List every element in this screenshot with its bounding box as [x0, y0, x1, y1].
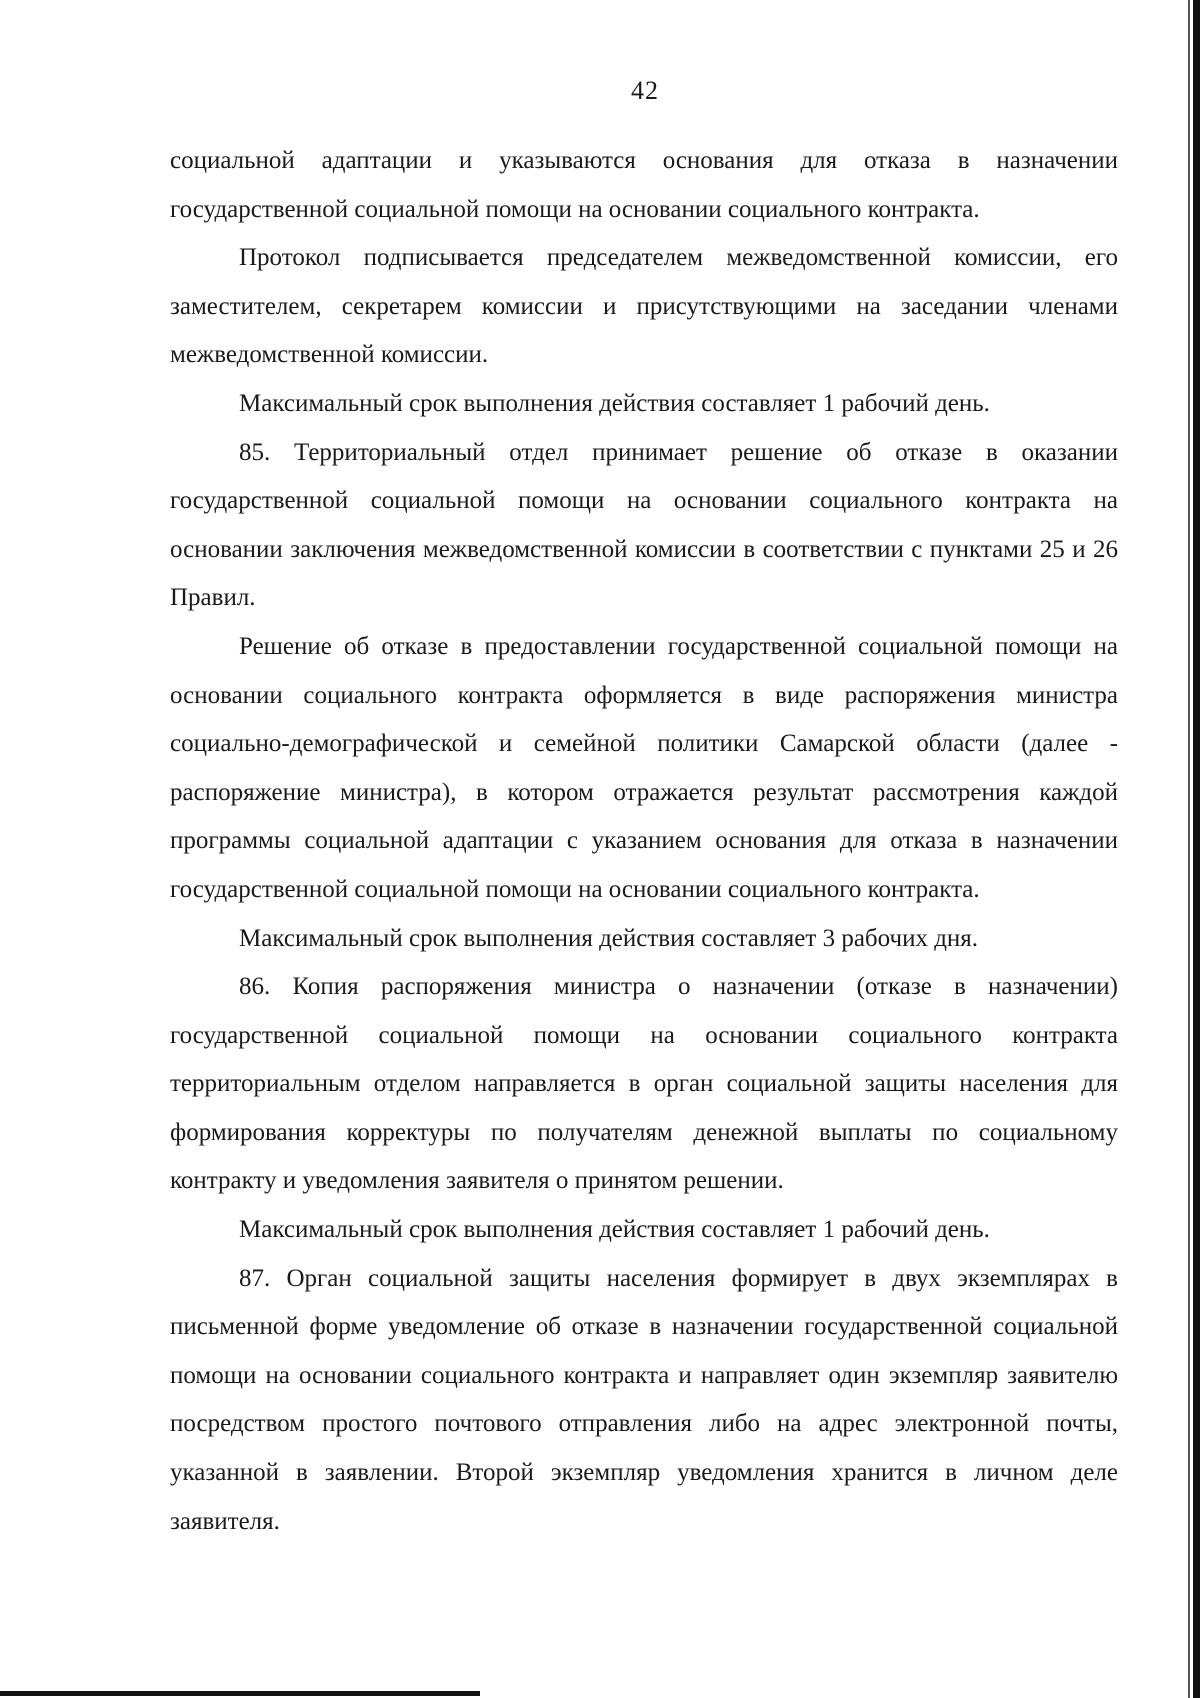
paragraph-item-85: 85. Территориальный отдел принимает решение об отказе в оказании государственной социальной помощи на основании социального контракта на основании заключения межведомственной комиссии в соответствии с пунктами 25 и 26 Правил.	[170, 438, 1118, 612]
paragraph-protocol: Протокол подписывается председателем межведомственной комиссии, его заместителем, секретарем комиссии и присутствующими на заседании членами межведомственной комиссии.	[170, 244, 1118, 369]
paragraph-deadline-1: Максимальный срок выполнения действия составляет 1 рабочий день.	[239, 389, 990, 417]
paragraph-deadline-3: Максимальный срок выполнения действия составляет 3 рабочих дня.	[239, 924, 979, 952]
document-body	[170, 137, 1118, 1546]
scan-edge-thin	[1188, 0, 1190, 1698]
scan-edge-bottom	[0, 1691, 480, 1696]
page-number: 42	[631, 76, 659, 105]
scan-edge-right	[1193, 0, 1200, 1698]
paragraph-item-87: 87. Орган социальной защиты населения формирует в двух экземплярах в письменной форме уведомление об отказе в назначении государственной социальной помощи на основании социального контракта и направляет один экземпляр заявителю посредством простого почтового отправления либо на адрес электронной почты, указанной в заявлении. Второй экземпляр уведомления хранится в личном деле заявителя.	[170, 1264, 1118, 1535]
paragraph-continuation: социальной адаптации и указываются основания для отказа в назначении государственной социальной помощи на основании социального контракта.	[170, 147, 1118, 223]
paragraph-decision: Решение об отказе в предоставлении государственной социальной помощи на основании социального контракта оформляется в виде распоряжения министра социально-демографической и семейной политики Самарской области (далее - распоряжение министра), в котором отражается результат рассмотрения каждой программы социальной адаптации с указанием основания для отказа в назначении государственной социальной помощи на основании социального контракта.	[170, 632, 1118, 903]
paragraph-deadline-1b: Максимальный срок выполнения действия составляет 1 рабочий день.	[239, 1216, 990, 1244]
paragraph-item-86: 86. Копия распоряжения министра о назначении (отказе в назначении) государственной социальной помощи на основании социального контракта территориальным отделом направляется в орган социальной защиты населения для формирования корректуры по получателям денежной выплаты по социальному контракту и уведомления заявителя о принятом решении.	[170, 973, 1118, 1195]
